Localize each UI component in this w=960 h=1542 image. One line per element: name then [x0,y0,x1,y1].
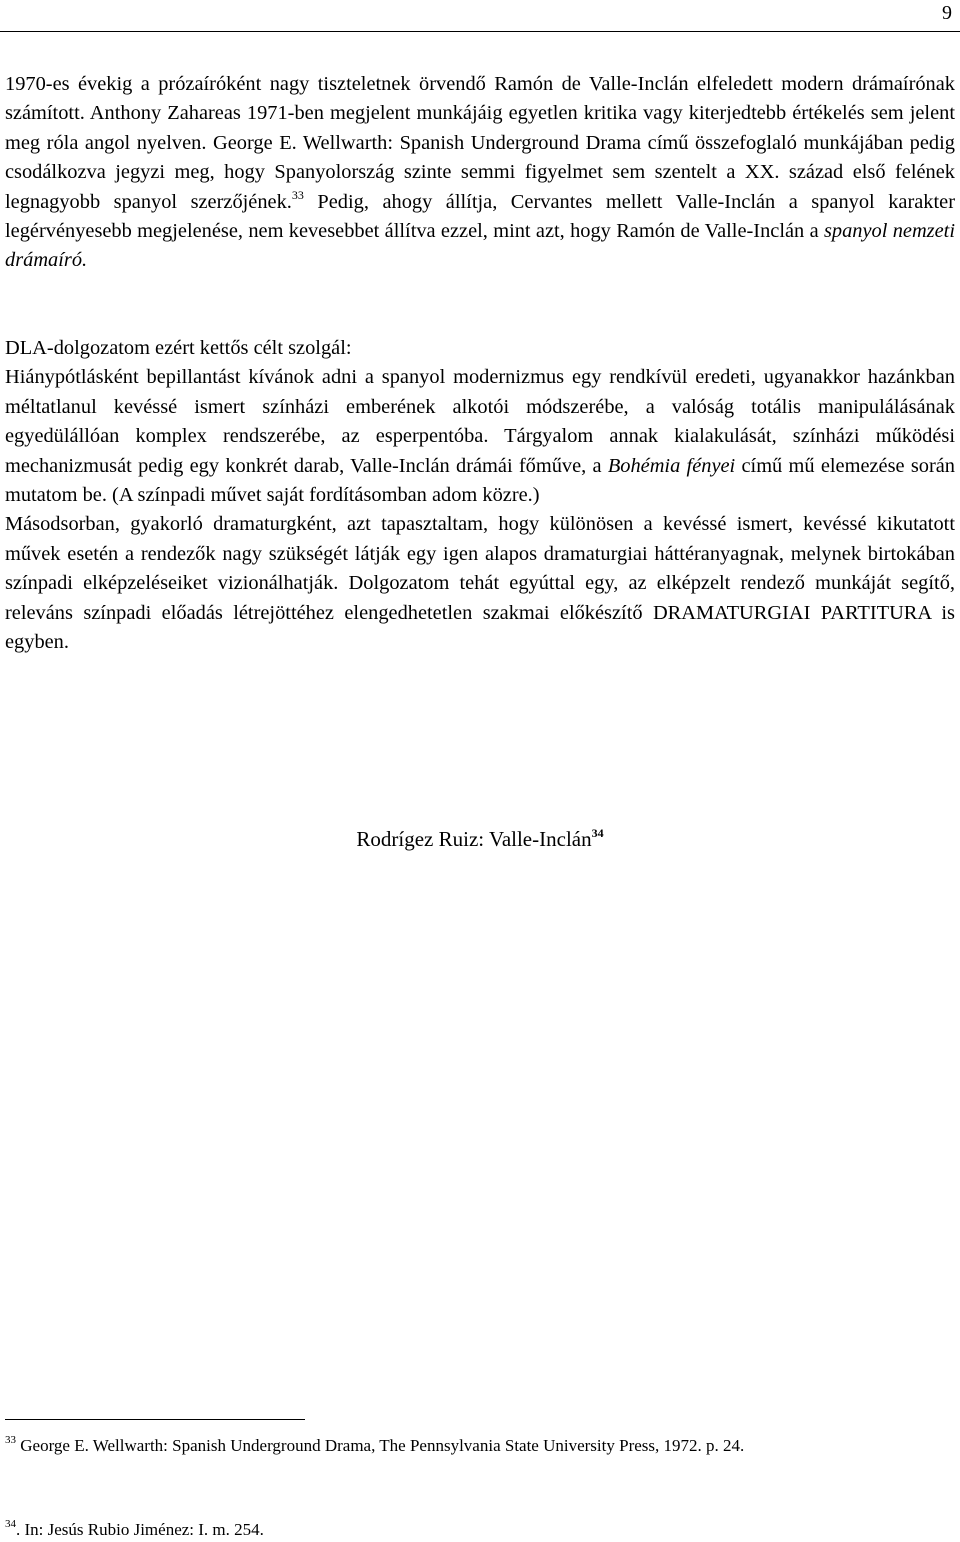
paragraph-1-text-a: 1970-es évekig a prózaíróként nagy tiszteletnek örvendő Ramón de Valle-Inclán elfeledett modern drámaírónak számított. Anthony Zahareas 1971-ben megjelent munkájáig egyetlen kritika vagy kiterjedtebb értékelés sem jelent meg róla angol nyelven. George E. Wellwarth: Spanish Underground Drama című összefoglaló munkájában pedig csodálkozva jegyzi meg, hogy Spanyolország szinte semmi figyelmet sem szentelt a XX. század első felének legnagyobb spanyol szerzőjének. [5,73,955,213]
paragraph-2-sentence-a: Hiánypótlásként bepillantást kívánok adni a spanyol modernizmus egy rendkívül eredeti, ugyanakkor hazánkban méltatlanul kevéssé ismert színházi emberének alkotói módszerébe, a valóság totális manipulálásának egyedülállóan komplex rendszerébe, az esperpentóba. Tárgyalom annak kialakulását, színházi működési mechanizmusát pedig egy konkrét darab, Valle-Inclán drámái főműve, a [5,366,955,477]
image-caption [0,824,960,854]
paragraph-2-goal-2: Másodsorban, gyakorló dramaturgként, azt tapasztaltam, hogy különösen a kevéssé ismert, kevéssé kikutatott művek esetén a rendezők nagy szükségét látják egy igen alapos dramaturgiai háttéranyagnak, melynek birtokában színpadi elképzeléseiket vizionálhatják. Dolgozatom tehát egyúttal egy, az elképzelt rendező munkáját segítő, releváns színpadi előadás létrejöttéhez elengedhetetlen szakmai előkészítő DRAMATURGIAI PARTITURA is egyben. [5,513,955,654]
paragraph-1 [5,70,955,276]
paragraph-1-italic: spanyol nemzeti drámaíró. [5,220,955,272]
footnote-marker: 33 [5,1433,16,1446]
paragraph-2-goal-1 [5,363,955,510]
footnote-33 [5,1434,955,1458]
paragraph-1-text [5,70,955,276]
footnote-ref-34[interactable]: 34 [591,826,604,840]
caption-text: Rodrígez Ruiz: Valle-Inclán [356,827,592,851]
footnote-separator [5,1419,305,1420]
paragraph-2-sentence-b: című mű elemezése során mutatom be. (A színpadi művet saját fordításomban adom közre.) [5,454,955,507]
paragraph-2-intro: DLA-dolgozatom ezért kettős célt szolgál: [5,337,352,359]
footnote-text: . In: Jesús Rubio Jiménez: I. m. 254. [16,1520,264,1539]
paragraph-2 [5,334,955,657]
page-number: 9 [942,2,952,24]
paragraph-2-italic-title: Bohémia fényei [607,454,736,477]
paragraph-1-text-b: Pedig, ahogy állítja, Cervantes mellett Valle-Inclán a spanyol karakter legérvényesebb megjelenése, nem kevesebbet állítva ezzel, mint azt, hogy Ramón de Valle-Inclán a [5,190,956,243]
footnote-text: George E. Wellwarth: Spanish Underground Drama, The Pennsylvania State University Press, 1972. p. 24. [16,1436,745,1455]
header-rule [0,31,960,32]
footnote-34 [5,1518,955,1542]
footnote-ref-33[interactable]: 33 [291,187,304,202]
footnote-marker: 34 [5,1517,16,1530]
